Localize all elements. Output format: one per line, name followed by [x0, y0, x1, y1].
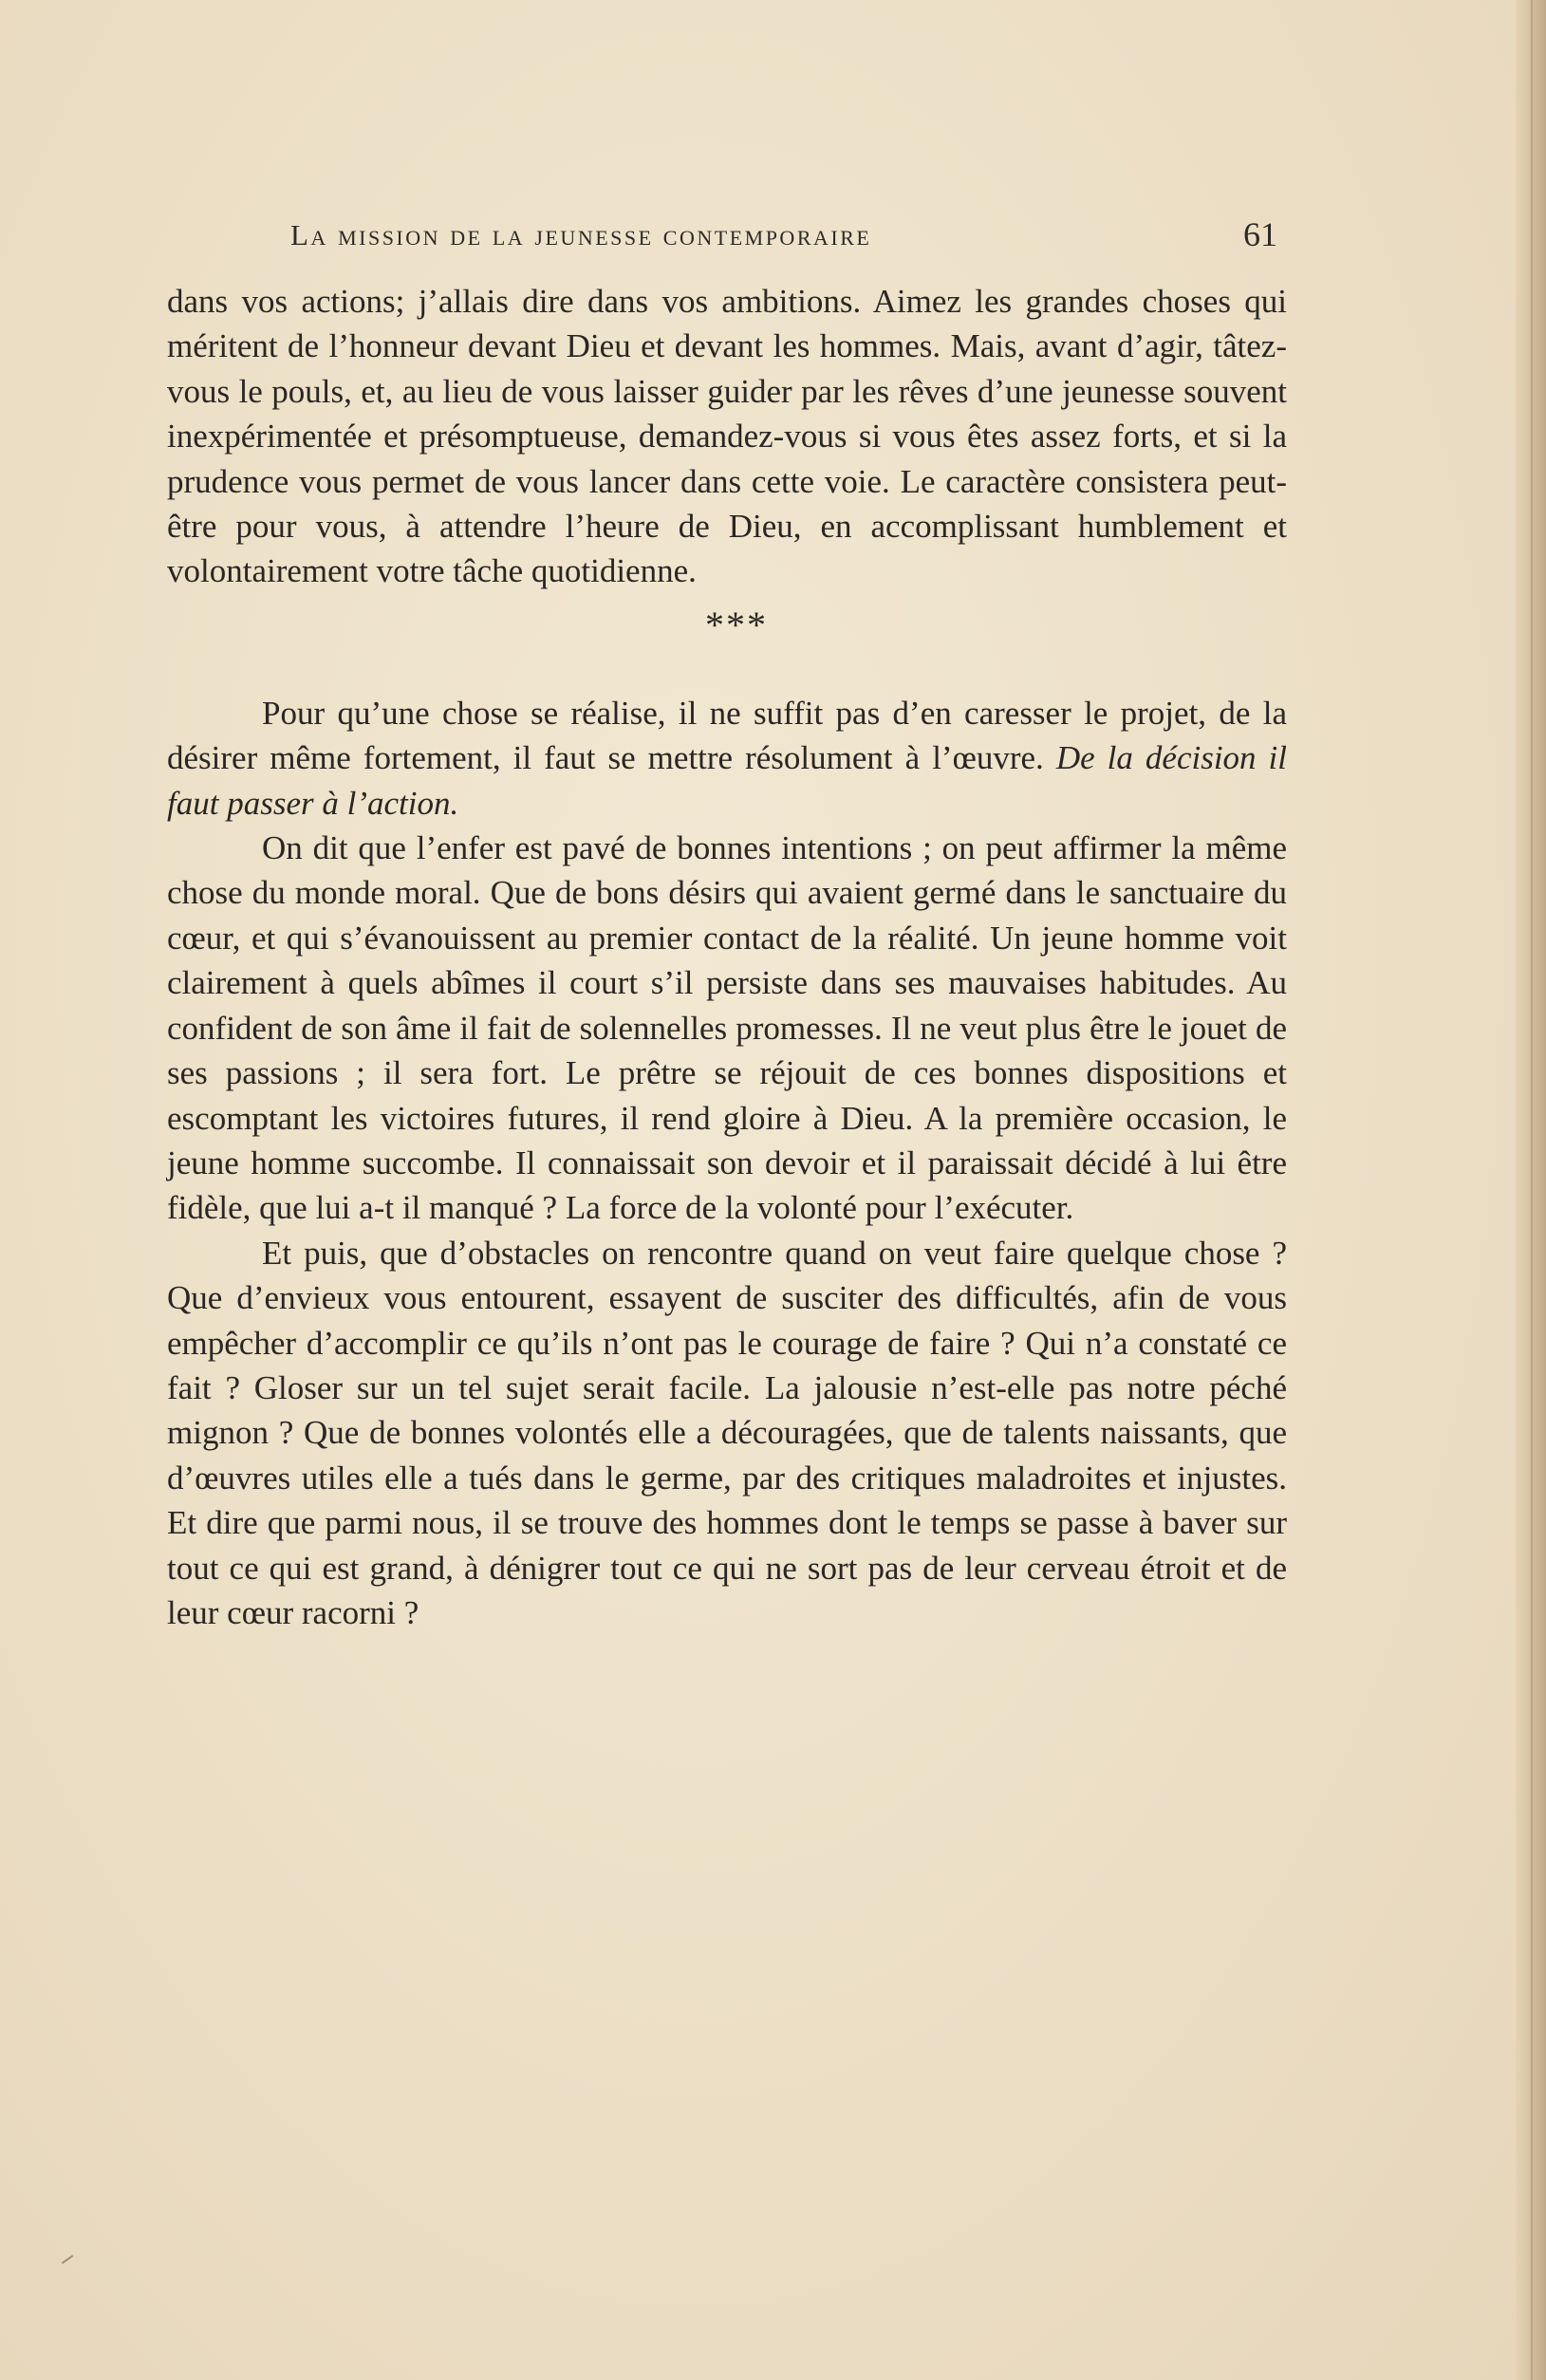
paragraph-2-text: Pour qu’une chose se réalise, il ne suffit pas d’en caresser le projet, de la désirer même fortement, il faut se mettre résolument à l’œuvre. — [167, 694, 1287, 777]
page-number: 61 — [1243, 215, 1277, 253]
page-edge-line — [1531, 0, 1533, 2380]
pencil-mark — [62, 2255, 74, 2264]
running-head — [167, 211, 1287, 256]
paragraph-1: dans vos actions; j’allais dire dans vos ambitions. Aimez les grandes choses qui méritent de l’honneur devant Dieu et devant les hommes. Mais, avant d’agir, tâtez-vous le pouls, et, au lieu de vous laisser guider par les rêves d’une jeunesse souvent inexpérimentée et présomptueuse, demandez-vous si vous êtes assez forts, et si la prudence vous permet de vous lancer dans cette voie. Le caractère consistera peut-être pour vous, à attendre l’heure de Dieu, en accomplissant humblement et volontairement votre tâche quotidienne. — [167, 283, 1287, 590]
body-text — [167, 279, 1287, 1635]
paragraph-3: On dit que l’enfer est pavé de bonnes intentions ; on peut affirmer la même chose du monde moral. Que de bons désirs qui avaient germé dans le sanctuaire du cœur, et qui s’évanouissent au premier contact de la réalité. Un jeune homme voit clairement à quels abîmes il court s’il persiste dans ses mauvaises habitudes. Au confident de son âme il fait de solennelles promesses. Il ne veut plus être le jouet de ses passions ; il sera fort. Le prêtre se réjouit de ces bonnes dispositions et escomptant les victoires futures, il rend gloire à Dieu. A la première occasion, le jeune homme succombe. Il connaissait son devoir et il paraissait décidé à lui être fidèle, que lui a-t il manqué ? La force de la volonté pour l’exécuter. — [167, 829, 1287, 1227]
running-title: La mission de la jeunesse contemporaire — [290, 218, 872, 251]
paragraph-2 — [167, 691, 1287, 826]
paragraph-2-italic: De la décision il faut passer à l’action. — [167, 739, 1288, 822]
paragraph-4: Et puis, que d’obstacles on rencontre quand on veut faire quelque chose ? Que d’envieux vous entourent, essayent de susciter des difficultés, afin de vous empêcher d’accomplir ce qu’ils n’ont pas le courage de faire ? Qui n’a constaté ce fait ? Gloser sur un tel sujet serait facile. La jalousie n’est-elle pas notre péché mignon ? Que de bonnes volontés elle a découragées, que de talents naissants, que d’œuvres utiles elle a tués dans le germe, par des critiques maladroites et injustes. Et dire que parmi nous, il se trouve des hommes dont le temps se passe à baver sur tout ce qui est grand, à dénigrer tout ce qui ne sort pas de leur cerveau étroit et de leur cœur racorni ? — [167, 1234, 1287, 1631]
section-separator: *** — [705, 603, 768, 646]
